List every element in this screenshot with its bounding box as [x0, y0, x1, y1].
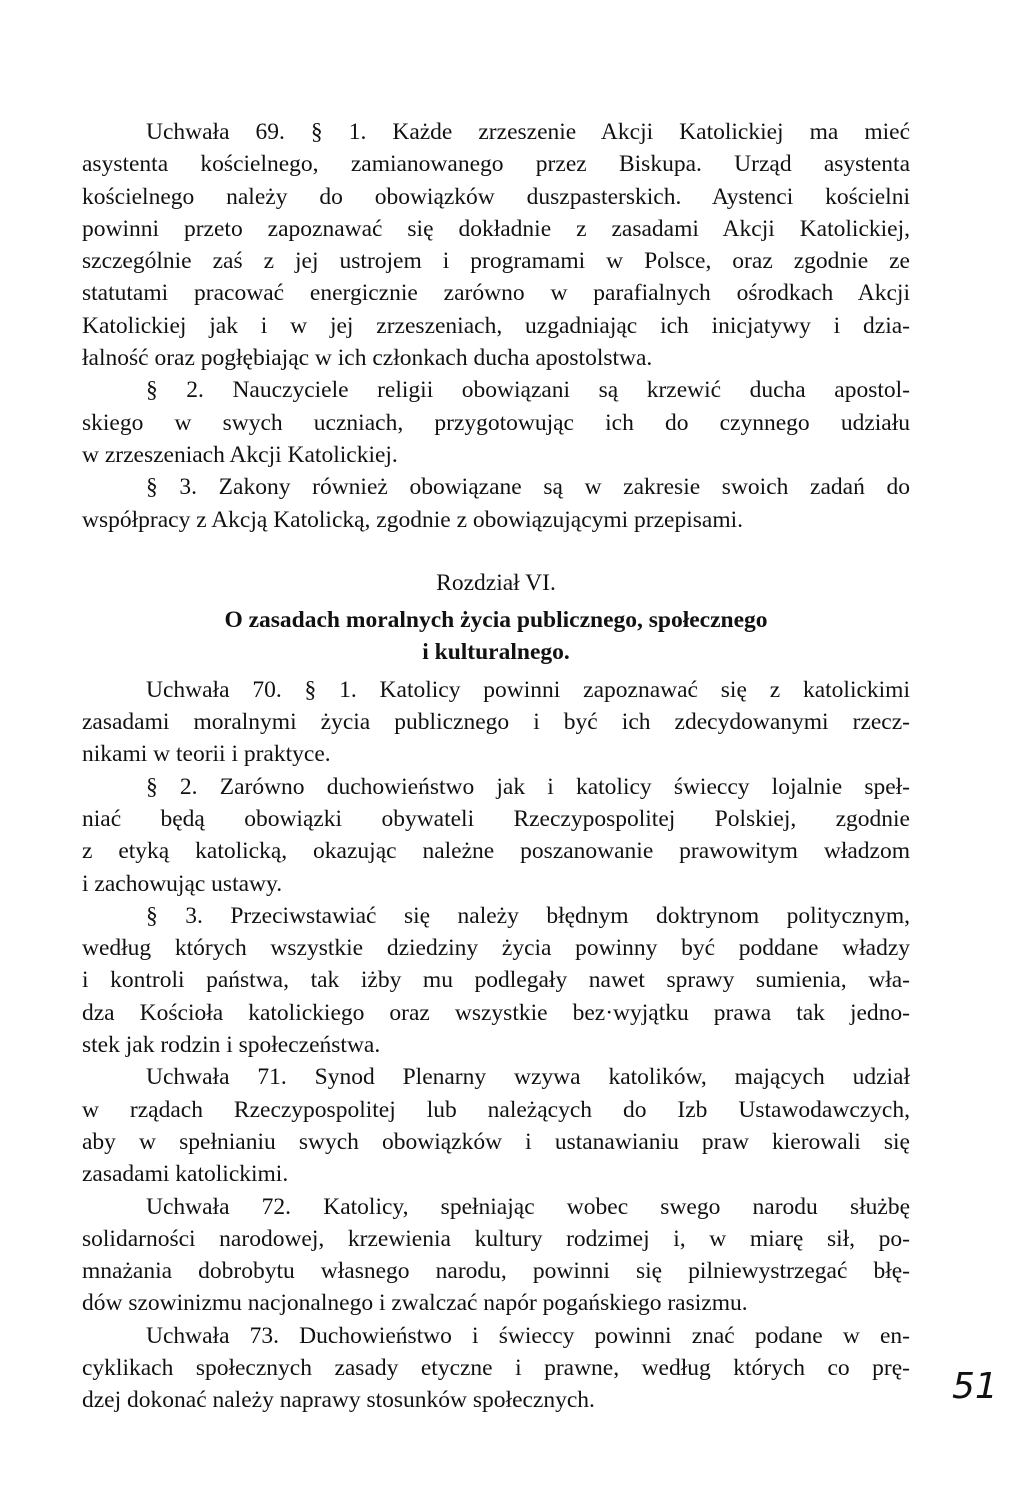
text-line: Uchwała 70. § 1. Katolicy powinni zapoznawać się z katolickimi — [146, 676, 910, 703]
text-line: statutami pracować energicznie zarówno w parafialnych ośrodkach Akcji — [82, 280, 910, 307]
text-line: Uchwała 73. Duchowieństwo i świeccy powinni znać podane w en- — [146, 1322, 910, 1349]
page-text — [82, 116, 910, 1417]
text-line: Uchwała 71. Synod Plenarny wzywa katolików, mających udział — [146, 1064, 910, 1091]
text-line: § 3. Zakony również obowiązane są w zakresie swoich zadań do — [146, 474, 910, 501]
text-line: mnażania dobrobytu własnego narodu, powinni się pilniewystrzegać błę- — [82, 1258, 910, 1285]
text-line: § 2. Zarówno duchowieństwo jak i katolicy świeccy lojalnie speł- — [146, 773, 910, 800]
text-line: według których wszystkie dziedziny życia powinny być poddane władzy — [82, 935, 910, 962]
resolution-69-section — [82, 116, 910, 536]
text-line: powinni przeto zapoznawać się dokładnie z zasadami Akcji Katolickiej, — [82, 215, 910, 242]
text-line: zasadami katolickimi. — [82, 1161, 289, 1188]
text-line: solidarności narodowej, krzewienia kultury rodzimej i, w miarę sił, po- — [82, 1225, 910, 1252]
text-line: w zrzeszeniach Akcji Katolickiej. — [82, 441, 398, 468]
text-line: w rządach Rzeczypospolitej lub należących do Izb Ustawodawczych, — [82, 1096, 910, 1123]
text-line: niać będą obowiązki obywateli Rzeczypospolitej Polskiej, zgodnie — [82, 805, 910, 832]
text-line: asystenta kościelnego, zamianowanego przez Biskupa. Urząd asystenta — [82, 151, 910, 178]
text-line: dzej dokonać należy naprawy stosunków społecznych. — [82, 1387, 595, 1414]
text-line: stek jak rodzin i społeczeństwa. — [82, 1032, 381, 1059]
page-number: 51 — [952, 1366, 998, 1407]
text-line: i kontroli państwa, tak iżby mu podlegały nawet sprawy sumienia, wła- — [82, 967, 910, 994]
text-line: łalność oraz pogłębiając w ich członkach ducha apostolstwa. — [82, 345, 653, 372]
text-line: Uchwała 69. § 1. Każde zrzeszenie Akcji Katolickiej ma mieć — [146, 119, 910, 145]
text-line: nikami w teorii i praktyce. — [82, 741, 331, 768]
text-line: i zachowując ustawy. — [82, 870, 283, 897]
chapter-number: Rozdział VI. — [436, 569, 556, 596]
text-line: dów szowinizmu nacjonalnego i zwalczać napór pogańskiego rasizmu. — [82, 1290, 748, 1317]
text-line: zasadami moralnymi życia publicznego i być ich zdecydowanymi rzecz- — [82, 709, 910, 736]
text-line: § 3. Przeciwstawiać się należy błędnym doktrynom politycznym, — [146, 902, 910, 929]
chapter-title: i kulturalnego. — [422, 639, 570, 666]
text-line: Katolickiej jak i w jej zrzeszeniach, uzgadniając ich inicjatywy i dzia- — [82, 312, 910, 339]
text-line: z etyką katolicką, okazując należne poszanowanie prawowitym władzom — [82, 838, 910, 865]
text-line: aby w spełnianiu swych obowiązków i ustanawianiu praw kierowali się — [82, 1128, 910, 1155]
text-line: skiego w swych uczniach, przygotowując ich do czynnego udziału — [82, 409, 910, 436]
chapter-title: O zasadach moralnych życia publicznego, społecznego — [224, 607, 768, 634]
text-line: szczególnie zaś z jej ustrojem i programami w Polsce, oraz zgodnie ze — [82, 248, 910, 275]
text-line: cyklikach społecznych zasady etyczne i prawne, według których co prę- — [82, 1354, 910, 1381]
text-line: dza Kościoła katolickiego oraz wszystkie bez·wyjątku prawa tak jedno- — [82, 999, 910, 1026]
text-line: § 2. Nauczyciele religii obowiązani są krzewić ducha apostol- — [146, 377, 910, 404]
text-line: kościelnego należy do obowiązków duszpasterskich. Aystenci kościelni — [82, 183, 910, 210]
text-line: współpracy z Akcją Katolicką, zgodnie z obowiązującymi przepisami. — [82, 506, 744, 533]
chapter-heading — [82, 567, 910, 669]
resolutions-70-73-section — [82, 674, 910, 1417]
text-line: Uchwała 72. Katolicy, spełniając wobec swego narodu służbę — [146, 1193, 910, 1220]
